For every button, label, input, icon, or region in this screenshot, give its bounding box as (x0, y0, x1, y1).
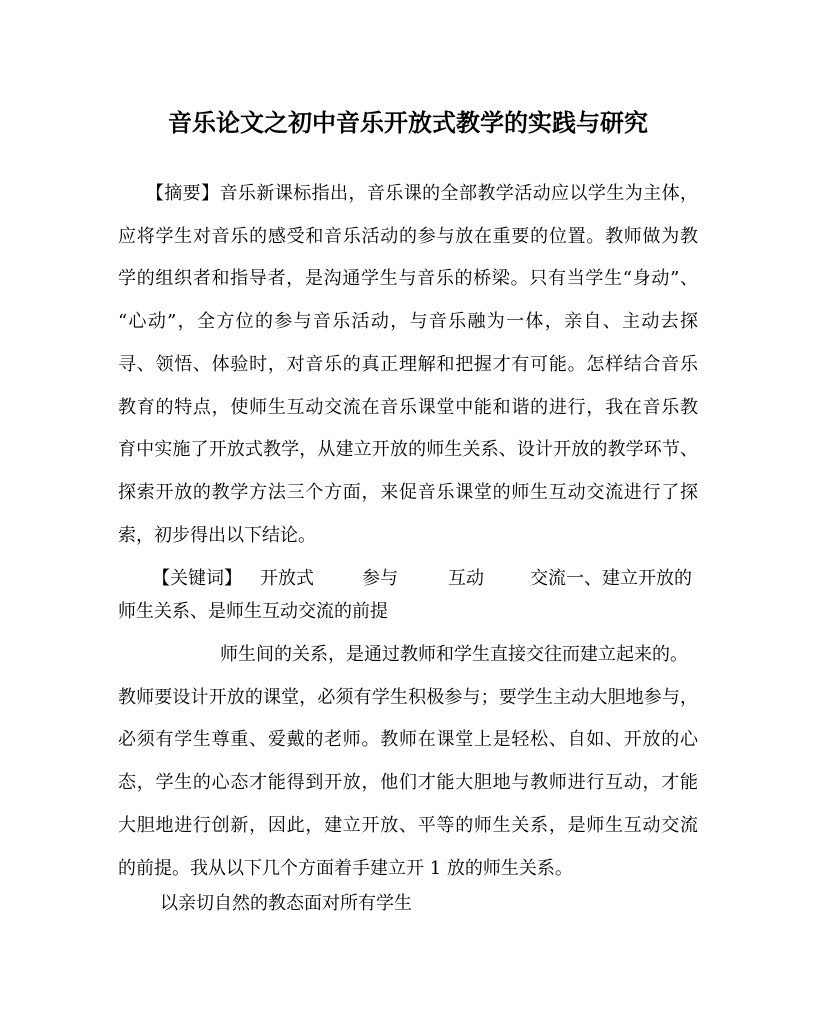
keyword-item: 交流一、建立开放的 (530, 568, 692, 589)
keyword-item: 参与 (362, 568, 398, 589)
body-line-2: 教师要设计开放的课堂，必须有学生积极参与；要学生主动大胆地参与， (118, 687, 698, 708)
abstract-line-3: 学的组织者和指导者，是沟通学生与音乐的桥梁。只有当学生“身动”、 (118, 268, 698, 289)
body-line-5: 大胆地进行创新，因此，建立开放、平等的师生关系，是师生互动交流 (118, 815, 698, 836)
section-heading: 师生关系、是师生互动交流的前提 (118, 601, 388, 622)
body-line-1: 师生间的关系，是通过教师和学生直接交往而建立起来的。 (220, 644, 688, 665)
keyword-item: 开放式 (260, 568, 314, 589)
page-title: 音乐论文之初中音乐开放式教学的实践与研究 (168, 108, 648, 137)
body-line-6: 的前提。我从以下几个方面着手建立开 1 放的师生关系。 (118, 858, 573, 879)
abstract-line-4: “心动”，全方位的参与音乐活动，与音乐融为一体，亲自、主动去探 (118, 311, 698, 332)
keyword-item: 互动 (448, 568, 484, 589)
abstract-line-6: 教育的特点，使师生互动交流在音乐课堂中能和谐的进行，我在音乐教 (118, 397, 698, 418)
body-line-4: 态，学生的心态才能得到开放，他们才能大胆地与教师进行互动，才能 (118, 772, 698, 793)
abstract-line-5: 寻、领悟、体验时，对音乐的真正理解和把握才有可能。怎样结合音乐 (118, 354, 698, 375)
body-line-3: 必须有学生尊重、爱戴的老师。教师在课堂上是轻松、自如、开放的心 (118, 729, 698, 750)
subheading: 以亲切自然的教态面对所有学生 (160, 893, 412, 914)
abstract-line-8: 探索开放的教学方法三个方面，来促音乐课堂的师生互动交流进行了探 (118, 482, 698, 503)
keywords-label: 【关键词】 (152, 568, 242, 589)
abstract-line-9: 索，初步得出以下结论。 (118, 525, 316, 546)
abstract-line-7: 育中实施了开放式教学，从建立开放的师生关系、设计开放的教学环节、 (118, 439, 698, 460)
abstract-line-2: 应将学生对音乐的感受和音乐活动的参与放在重要的位置。教师做为教 (118, 226, 698, 247)
abstract-line-1: 【摘要】音乐新课标指出，音乐课的全部教学活动应以学生为主体， (118, 183, 698, 204)
